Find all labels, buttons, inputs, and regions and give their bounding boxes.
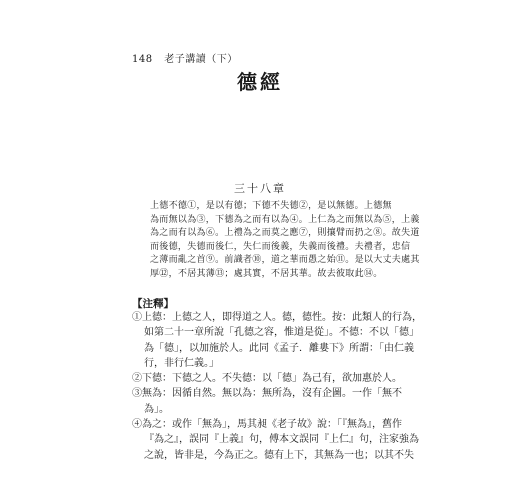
note-line: 行，非行仁義。」 xyxy=(144,357,219,369)
notes-list xyxy=(132,310,422,463)
verse-line: 為之而有以為⑥。上禮為之而莫之應⑦，則攘臂而扔之⑧。故失道 xyxy=(150,228,420,239)
note-line: ①上德：上德之人，即得道之人。德，德性。按：此類人的行為， xyxy=(132,312,422,323)
verse-line: 之薄而亂之首⑨。前識者⑩，道之華而愚之始⑪。是以大丈夫處其 xyxy=(150,255,420,266)
verse-line: 上德不德①，是以有德；下德不失德②，是以無德。上德無 xyxy=(150,201,392,211)
page-number: 148 xyxy=(132,54,153,65)
note-line: ④為之：或作「無為」，馬其昶《老子故》說：「『無為』，舊作 xyxy=(132,419,402,431)
verse-line: 而後德，失德而後仁，失仁而後義，失義而後禮。夫禮者，忠信 xyxy=(150,241,411,252)
verse-text xyxy=(150,200,420,282)
note-line: ②下德：下德之人。不失德：以「德」為己有，欲加惠於人。 xyxy=(132,373,402,385)
running-head xyxy=(132,50,238,65)
chapter-title: 三十八章 xyxy=(234,182,286,195)
note-line: 如第二十一章所說「孔德之容，惟道是從」。不德：不以「德」 xyxy=(144,327,419,339)
note-line: 為」。 xyxy=(144,403,169,415)
note-line: 為「德」，以加施於人。此同《孟子．離婁下》所謂：「由仁義 xyxy=(144,342,414,354)
verse-line: 厚⑫，不居其薄⑬；處其實，不居其華。故去彼取此⑭。 xyxy=(150,268,383,279)
verse-line: 為而無以為③，下德為之而有以為④。上仁為之而無以為⑤，上義 xyxy=(150,214,420,225)
note-line: 之說，皆非是，今為正之。德有上下，其無為一也；以其不失 xyxy=(144,449,414,461)
running-head-book-title: 老子講讀（下） xyxy=(164,54,238,65)
section-title: 德經 xyxy=(237,70,283,94)
notes-heading: 【注釋】 xyxy=(132,298,174,310)
note-line: 『為之』，誤同『上義』句，傅本文誤同『上仁』句，注家強為 xyxy=(144,434,419,446)
note-line: ③無為：因循自然。無以為：無所為，沒有企圖。一作「無不 xyxy=(132,388,402,400)
